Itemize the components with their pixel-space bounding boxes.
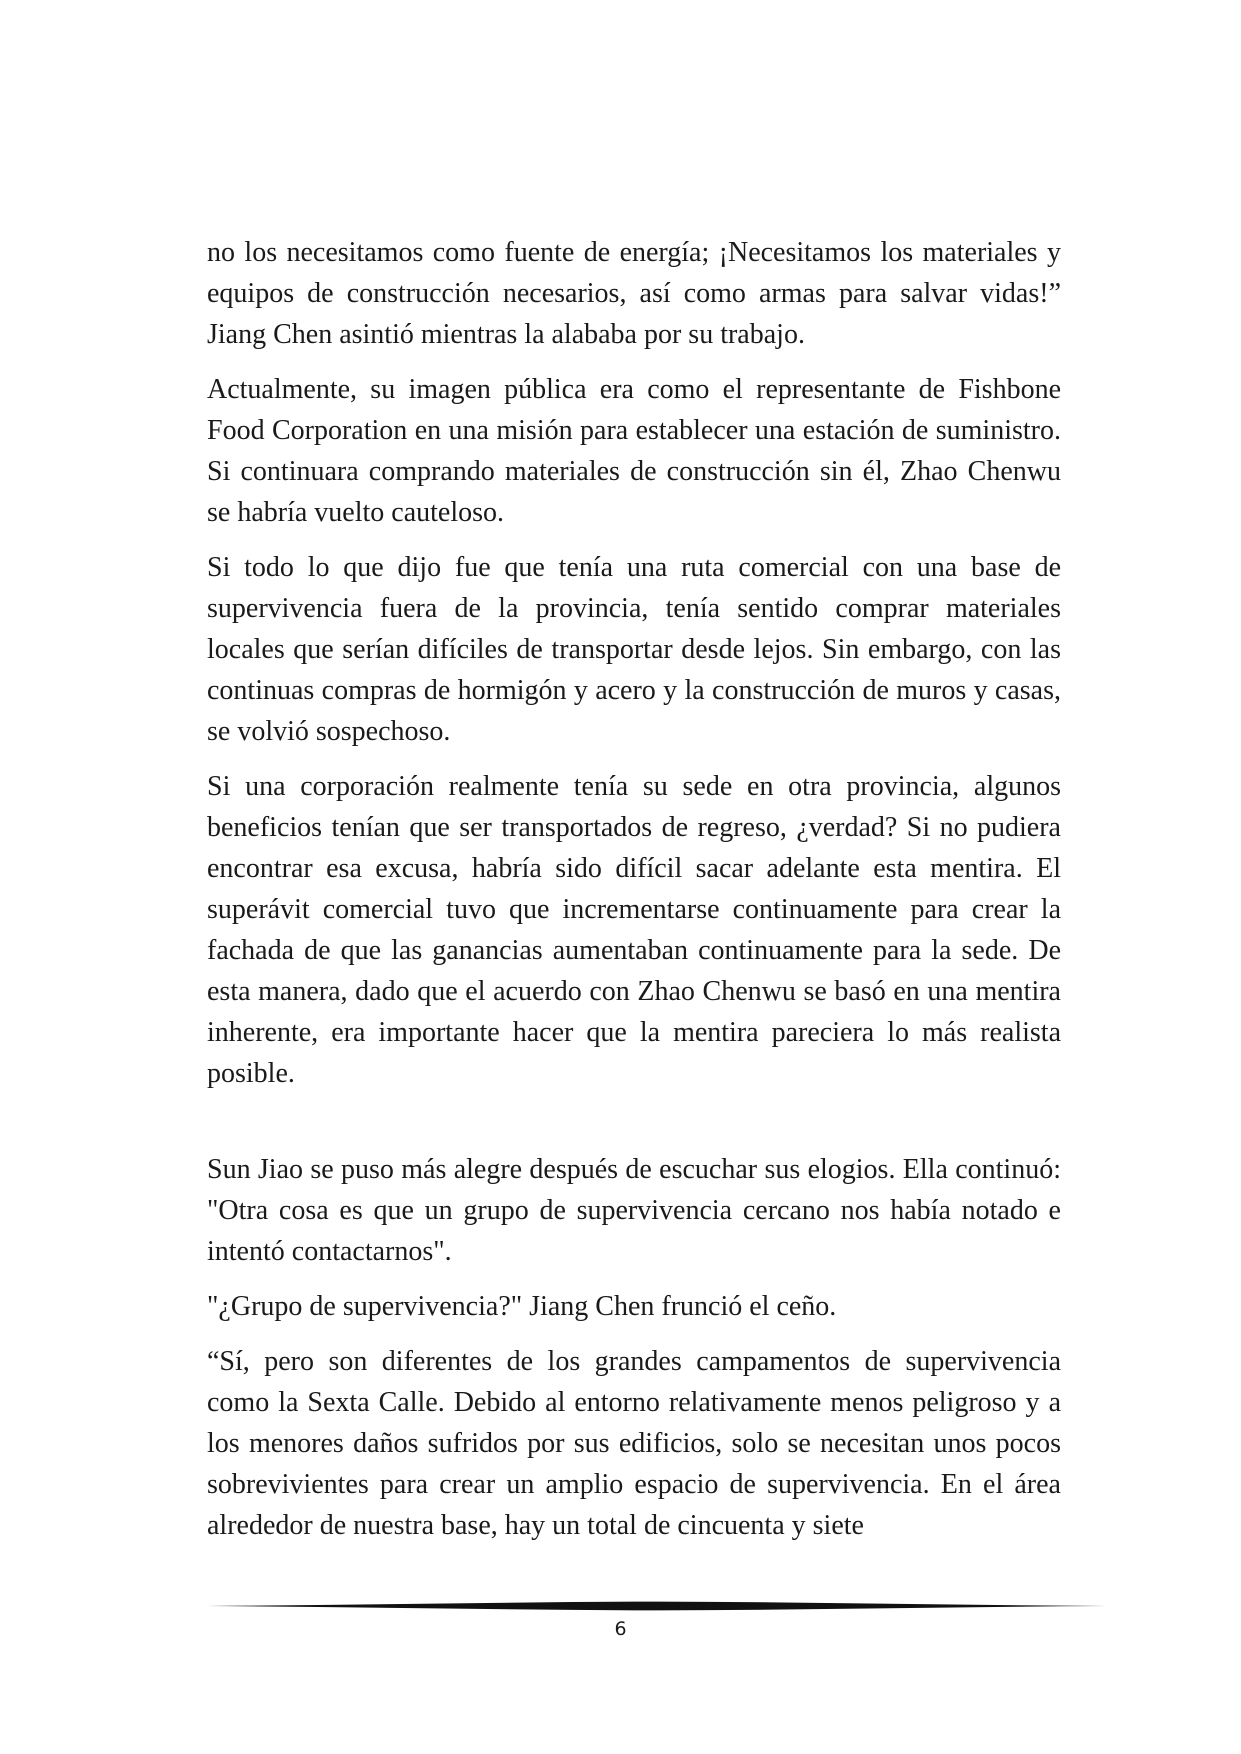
- page-number: 6: [614, 1618, 627, 1640]
- paragraph-6: "¿Grupo de supervivencia?" Jiang Chen frunció el ceño.: [207, 1291, 837, 1322]
- paragraph-5: Sun Jiao se puso más alegre después de escuchar sus elogios. Ella continuó: "Otra cosa es que un grupo de supervivencia cercano nos había notado e intentó contactarnos".: [207, 1154, 1061, 1267]
- body-text: [207, 232, 1061, 1560]
- paragraph-7: “Sí, pero son diferentes de los grandes campamentos de supervivencia como la Sexta Calle. Debido al entorno relativamente menos peligroso y a los menores daños sufridos por sus edificios, solo se necesitan unos pocos sobrevivientes para crear un amplio espacio de supervivencia. En el área alrededor de nuestra base, hay un total de cincuenta y siete: [207, 1346, 1061, 1541]
- footer-divider: [207, 1600, 1107, 1612]
- paragraph-3: Si todo lo que dijo fue que tenía una ruta comercial con una base de supervivencia fuera de la provincia, tenía sentido comprar materiales locales que serían difíciles de transportar desde lejos. Sin embargo, con las continuas compras de hormigón y acero y la construcción de muros y casas, se volvió sospechoso.: [207, 552, 1061, 747]
- paragraph-4: Si una corporación realmente tenía su sede en otra provincia, algunos beneficios tenían que ser transportados de regreso, ¿verdad? Si no pudiera encontrar esa excusa, habría sido difícil sacar adelante esta mentira. El superávit comercial tuvo que incrementarse continuamente para crear la fachada de que las ganancias aumentaban continuamente para la sede. De esta manera, dado que el acuerdo con Zhao Chenwu se basó en una mentira inherente, era importante hacer que la mentira pareciera lo más realista posible.: [207, 771, 1061, 1089]
- paragraph-2: Actualmente, su imagen pública era como el representante de Fishbone Food Corporation en una misión para establecer una estación de suministro. Si continuara comprando materiales de construcción sin él, Zhao Chenwu se habría vuelto cauteloso.: [207, 374, 1061, 528]
- paragraph-1: no los necesitamos como fuente de energía; ¡Necesitamos los materiales y equipos de construcción necesarios, así como armas para salvar vidas!” Jiang Chen asintió mientras la alababa por su trabajo.: [207, 237, 1061, 350]
